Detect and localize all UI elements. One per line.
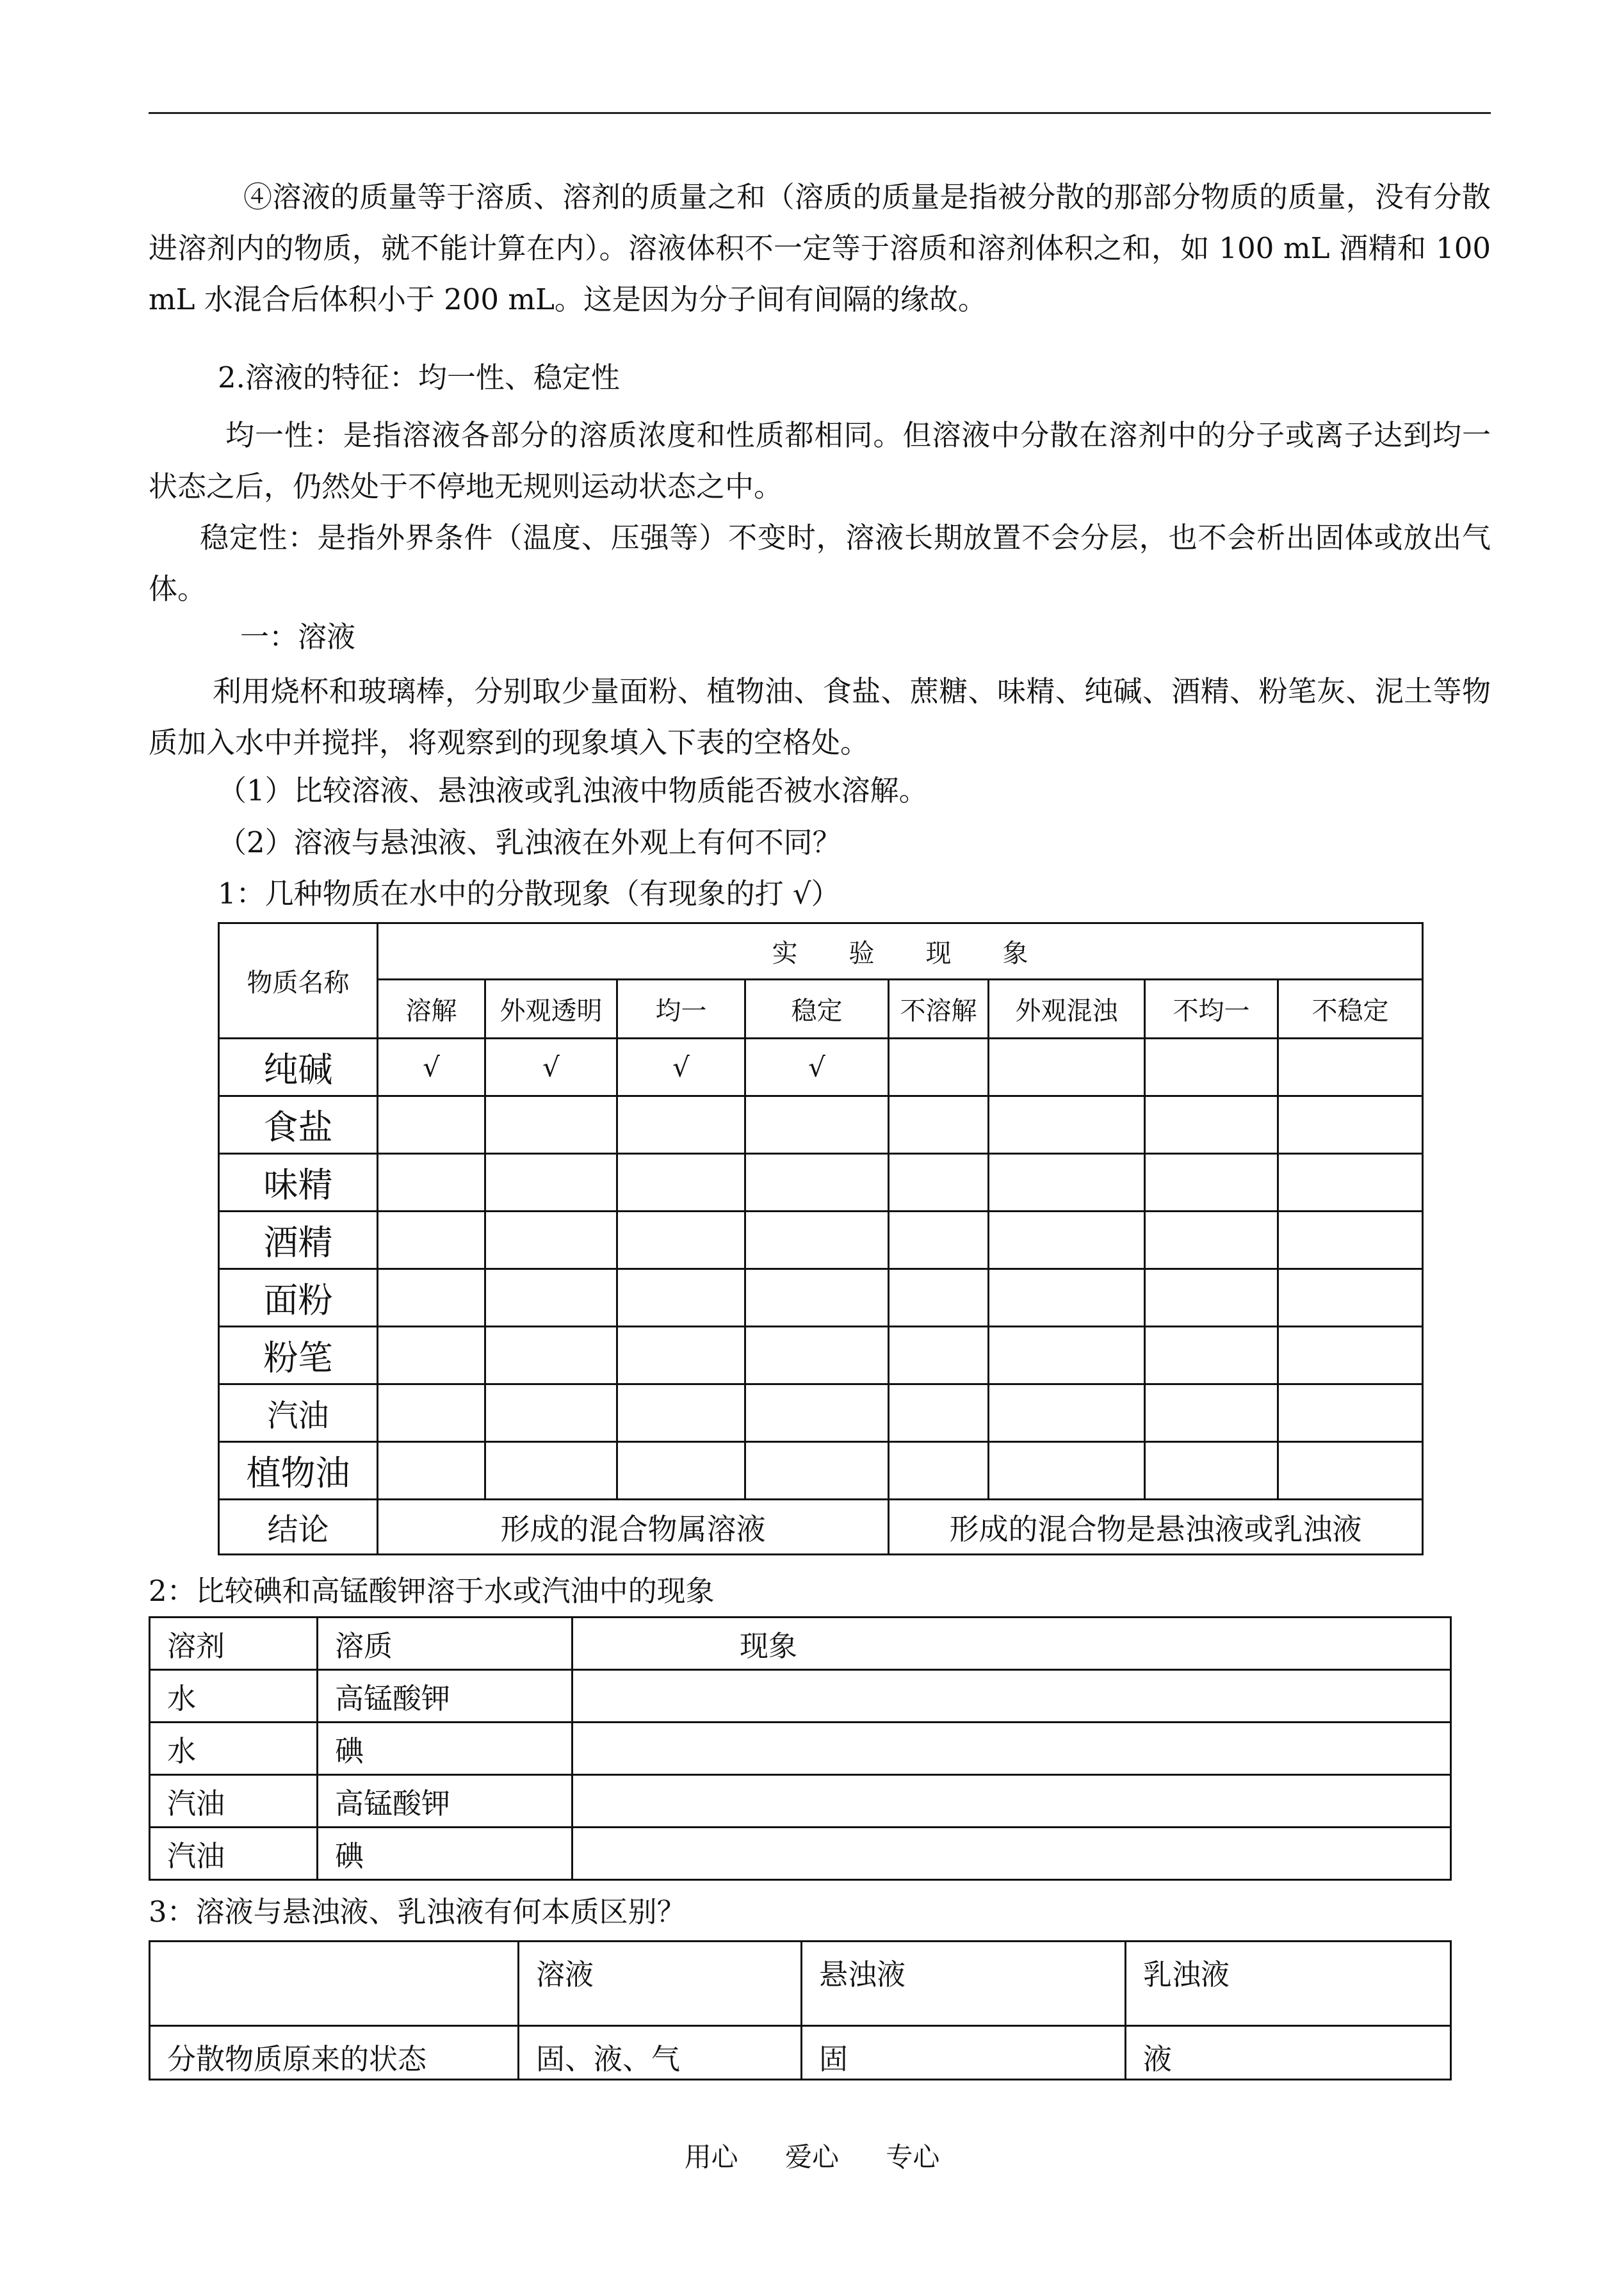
table-cell[interactable] bbox=[889, 1212, 989, 1269]
table-row bbox=[150, 1775, 1451, 1828]
table-cell[interactable]: √ bbox=[485, 1039, 617, 1096]
substance-name: 味精 bbox=[219, 1154, 378, 1212]
paragraph-experiment: 利用烧杯和玻璃棒，分别取少量面粉、植物油、食盐、蔗糖、味精、纯碱、酒精、粉笔灰、泥土等物质加入水中并搅拌，将观察到的现象填入下表的空格处。 bbox=[149, 674, 1491, 759]
table-cell[interactable] bbox=[889, 1039, 989, 1096]
conclusion-solution: 形成的混合物属溶液 bbox=[378, 1500, 889, 1555]
table-cell[interactable] bbox=[1145, 1039, 1278, 1096]
table-cell[interactable] bbox=[617, 1384, 745, 1442]
table-row bbox=[219, 1212, 1423, 1269]
table3-header-emulsion: 乳浊液 bbox=[1126, 1942, 1451, 2026]
table-cell[interactable] bbox=[745, 1384, 889, 1442]
substance-name: 纯碱 bbox=[219, 1039, 378, 1096]
table-cell[interactable] bbox=[989, 1212, 1145, 1269]
table-row bbox=[219, 1096, 1423, 1154]
section3-title: 3：溶液与悬浊液、乳浊液有何本质区别？ bbox=[149, 1895, 686, 1929]
table-cell[interactable] bbox=[1278, 1384, 1423, 1442]
paragraph-uniformity: 均一性：是指溶液各部分的溶质浓度和性质都相同。但溶液中分散在溶剂中的分子或离子达到均一状态之后，仍然处于不停地无规则运动状态之中。 bbox=[149, 418, 1491, 503]
table-cell[interactable] bbox=[989, 1384, 1145, 1442]
header-rule bbox=[149, 112, 1491, 114]
table-cell[interactable] bbox=[1278, 1154, 1423, 1212]
table-cell[interactable]: √ bbox=[745, 1039, 889, 1096]
table-row bbox=[219, 1384, 1423, 1442]
table-cell[interactable] bbox=[378, 1154, 485, 1212]
substance-name: 面粉 bbox=[219, 1269, 378, 1327]
table-cell[interactable] bbox=[745, 1269, 889, 1327]
table-cell[interactable] bbox=[1278, 1039, 1423, 1096]
table2-header-solvent: 溶剂 bbox=[150, 1618, 318, 1670]
table-cell[interactable] bbox=[1145, 1212, 1278, 1269]
table-cell[interactable]: √ bbox=[617, 1039, 745, 1096]
table-cell[interactable] bbox=[617, 1096, 745, 1154]
table-cell: 水 bbox=[150, 1670, 318, 1723]
table-cell: 汽油 bbox=[150, 1775, 318, 1828]
table-cell[interactable]: √ bbox=[378, 1039, 485, 1096]
table-cell[interactable] bbox=[745, 1442, 889, 1500]
table-cell[interactable] bbox=[1278, 1442, 1423, 1500]
table1-col-header: 溶解 bbox=[378, 980, 485, 1039]
table-cell[interactable] bbox=[485, 1327, 617, 1384]
table-cell[interactable] bbox=[889, 1269, 989, 1327]
substance-name: 汽油 bbox=[219, 1384, 378, 1442]
table-cell[interactable] bbox=[485, 1442, 617, 1500]
table-cell[interactable] bbox=[889, 1442, 989, 1500]
table-row bbox=[219, 1154, 1423, 1212]
substance-name: 食盐 bbox=[219, 1096, 378, 1154]
conclusion-label: 结论 bbox=[219, 1500, 378, 1555]
table-cell[interactable] bbox=[1145, 1269, 1278, 1327]
table-cell[interactable] bbox=[572, 1828, 1451, 1880]
table-cell[interactable] bbox=[617, 1327, 745, 1384]
footer-text: 爱心 bbox=[784, 2141, 839, 2173]
heading-solution: 一：溶液 bbox=[240, 620, 356, 654]
question-2: （2）溶液与悬浊液、乳浊液在外观上有何不同？ bbox=[218, 825, 841, 859]
table-cell: 分散物质原来的状态 bbox=[150, 2026, 519, 2080]
table1-group-header: 实 验 现 象 bbox=[378, 923, 1423, 980]
table-cell[interactable] bbox=[485, 1212, 617, 1269]
table1-col-header: 外观透明 bbox=[485, 980, 617, 1039]
table3-corner-header bbox=[150, 1942, 519, 2026]
table-cell: 碘 bbox=[318, 1828, 572, 1880]
table-cell[interactable] bbox=[617, 1442, 745, 1500]
table-cell[interactable] bbox=[745, 1327, 889, 1384]
table-cell[interactable] bbox=[617, 1154, 745, 1212]
table-cell[interactable] bbox=[378, 1327, 485, 1384]
substance-name: 酒精 bbox=[219, 1212, 378, 1269]
table-row bbox=[150, 1828, 1451, 1880]
table-cell: 液 bbox=[1126, 2026, 1451, 2080]
table-cell[interactable] bbox=[1145, 1096, 1278, 1154]
page-footer bbox=[0, 2136, 1624, 2175]
table-cell[interactable] bbox=[617, 1269, 745, 1327]
table-cell[interactable] bbox=[378, 1384, 485, 1442]
table-cell[interactable] bbox=[1145, 1384, 1278, 1442]
dispersion-difference-table bbox=[149, 1940, 1452, 2080]
table-cell: 高锰酸钾 bbox=[318, 1670, 572, 1723]
table-row bbox=[219, 1442, 1423, 1500]
table-cell[interactable] bbox=[745, 1096, 889, 1154]
table-row bbox=[219, 1327, 1423, 1384]
table-row bbox=[150, 1723, 1451, 1775]
table3-header-suspension: 悬浊液 bbox=[802, 1942, 1126, 2026]
table-row bbox=[219, 1269, 1423, 1327]
table-cell[interactable] bbox=[1145, 1154, 1278, 1212]
section2-title: 2：比较碘和高锰酸钾溶于水或汽油中的现象 bbox=[149, 1574, 715, 1608]
table-cell[interactable] bbox=[989, 1442, 1145, 1500]
table-cell[interactable] bbox=[1278, 1269, 1423, 1327]
table1-caption: 1：几种物质在水中的分散现象（有现象的打 √） bbox=[218, 877, 840, 911]
table1-col-header: 外观混浊 bbox=[989, 980, 1145, 1039]
table-row bbox=[150, 1670, 1451, 1723]
table-cell[interactable] bbox=[989, 1154, 1145, 1212]
table-cell[interactable] bbox=[378, 1096, 485, 1154]
question-1: （1）比较溶液、悬浊液或乳浊液中物质能否被水溶解。 bbox=[218, 774, 928, 807]
table1-corner-header: 物质名称 bbox=[219, 923, 378, 1039]
table-cell[interactable] bbox=[485, 1096, 617, 1154]
iodine-permanganate-table bbox=[149, 1616, 1452, 1881]
footer-text: 专心 bbox=[886, 2141, 940, 2173]
table-cell: 固 bbox=[802, 2026, 1126, 2080]
table-cell[interactable] bbox=[1145, 1327, 1278, 1384]
table-cell[interactable] bbox=[889, 1154, 989, 1212]
table-cell[interactable] bbox=[572, 1670, 1451, 1723]
table-cell[interactable] bbox=[1145, 1442, 1278, 1500]
table-cell[interactable] bbox=[989, 1039, 1145, 1096]
table-cell[interactable] bbox=[485, 1269, 617, 1327]
table-cell[interactable] bbox=[889, 1096, 989, 1154]
table2-header-solute: 溶质 bbox=[318, 1618, 572, 1670]
table1-col-header: 不稳定 bbox=[1278, 980, 1423, 1039]
table-cell[interactable] bbox=[989, 1327, 1145, 1384]
table-cell[interactable] bbox=[889, 1384, 989, 1442]
table-cell: 碘 bbox=[318, 1723, 572, 1775]
table-cell: 固、液、气 bbox=[519, 2026, 802, 2080]
table-row bbox=[150, 2026, 1451, 2080]
dispersion-table bbox=[218, 922, 1424, 1555]
table-cell: 汽油 bbox=[150, 1828, 318, 1880]
table1-col-header: 均一 bbox=[617, 980, 745, 1039]
table-cell[interactable] bbox=[617, 1212, 745, 1269]
table-cell[interactable] bbox=[745, 1212, 889, 1269]
table1-col-header: 稳定 bbox=[745, 980, 889, 1039]
substance-name: 植物油 bbox=[219, 1442, 378, 1500]
table-cell[interactable] bbox=[378, 1212, 485, 1269]
table-cell[interactable] bbox=[378, 1442, 485, 1500]
table-row bbox=[219, 1039, 1423, 1096]
table-cell[interactable] bbox=[572, 1723, 1451, 1775]
table-cell[interactable] bbox=[989, 1096, 1145, 1154]
footer-text: 用心 bbox=[684, 2141, 738, 2173]
table1-col-header: 不均一 bbox=[1145, 980, 1278, 1039]
table-cell: 水 bbox=[150, 1723, 318, 1775]
paragraph-stability: 稳定性：是指外界条件（温度、压强等）不变时，溶液长期放置不会分层，也不会析出固体或放出气体。 bbox=[149, 521, 1491, 606]
heading-solution-features: 2.溶液的特征：均一性、稳定性 bbox=[218, 361, 620, 394]
table-cell[interactable] bbox=[1278, 1327, 1423, 1384]
table-cell[interactable] bbox=[989, 1269, 1145, 1327]
paragraph-solution-mass: ④溶液的质量等于溶质、溶剂的质量之和（溶质的质量是指被分散的那部分物质的质量，没有分散进溶剂内的物质，就不能计算在内）。溶液体积不一定等于溶质和溶剂体积之和，如 100 mL 酒精和 100 mL 水混合后体积小于 200 mL。这是因为分子间有间隔的缘故。 bbox=[149, 180, 1491, 316]
table-cell: 高锰酸钾 bbox=[318, 1775, 572, 1828]
substance-name: 粉笔 bbox=[219, 1327, 378, 1384]
table2-header-phenomenon: 现象 bbox=[572, 1618, 1451, 1670]
table-cell[interactable] bbox=[745, 1154, 889, 1212]
table-cell[interactable] bbox=[1278, 1096, 1423, 1154]
table-cell[interactable] bbox=[889, 1327, 989, 1384]
conclusion-suspension: 形成的混合物是悬浊液或乳浊液 bbox=[889, 1500, 1423, 1555]
table1-col-header: 不溶解 bbox=[889, 980, 989, 1039]
conclusion-row bbox=[219, 1500, 1423, 1555]
table3-header-solution: 溶液 bbox=[519, 1942, 802, 2026]
table-cell[interactable] bbox=[485, 1154, 617, 1212]
table-cell[interactable] bbox=[572, 1775, 1451, 1828]
table-cell[interactable] bbox=[1278, 1212, 1423, 1269]
table-cell[interactable] bbox=[485, 1384, 617, 1442]
table-cell[interactable] bbox=[378, 1269, 485, 1327]
